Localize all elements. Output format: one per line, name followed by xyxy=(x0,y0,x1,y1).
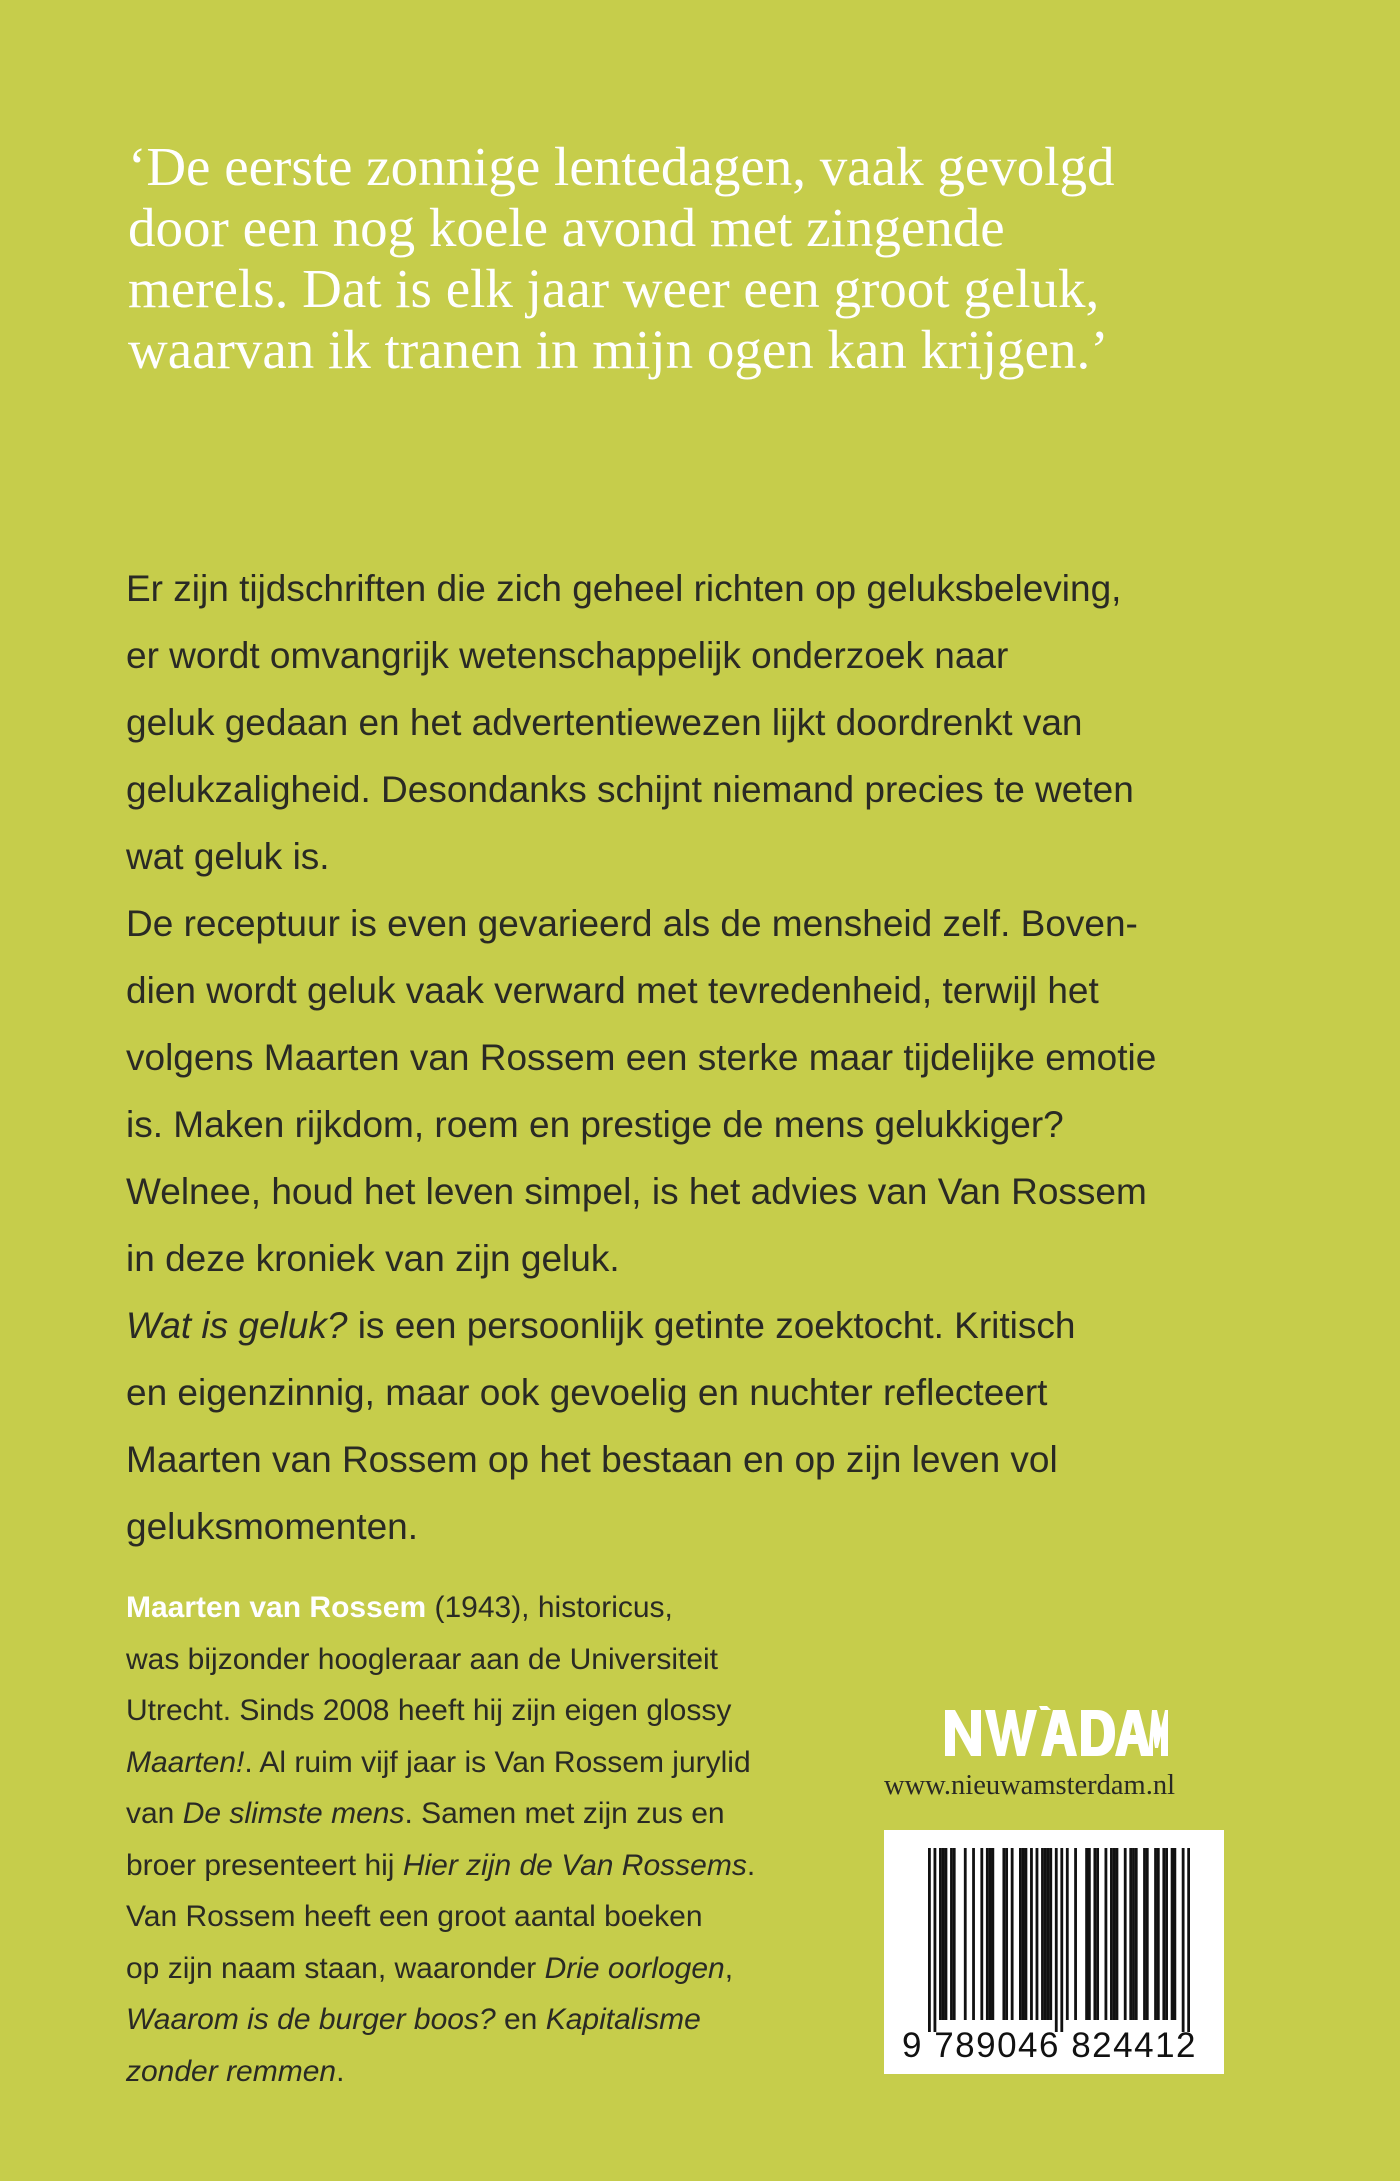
barcode-bar xyxy=(950,1848,953,2020)
barcode-bar xyxy=(972,1848,975,2020)
barcode-bar xyxy=(964,1848,967,2020)
blurb-line: wat geluk is. xyxy=(126,836,330,877)
tv-show-title: De slimste mens xyxy=(182,1797,405,1830)
barcode-bar xyxy=(991,1848,994,2020)
barcode-bars xyxy=(928,1848,1190,2032)
author-name: Maarten van Rossem xyxy=(126,1591,427,1624)
barcode-bar xyxy=(1025,1848,1028,2020)
barcode-bar xyxy=(1055,1848,1058,2032)
tv-show-title: Hier zijn de Van Rossems xyxy=(402,1848,747,1882)
barcode-bar xyxy=(1105,1848,1108,2020)
barcode-bar xyxy=(1154,1848,1157,2020)
blurb-line: in deze kroniek van zijn geluk. xyxy=(126,1238,620,1279)
barcode-bar xyxy=(1019,1848,1022,2020)
bio-text: broer presenteert hij xyxy=(126,1848,403,1882)
barcode-bar xyxy=(980,1848,983,2020)
blurb-line: er wordt omvangrijk wetenschappelijk onderzoek naar xyxy=(126,635,1009,676)
barcode-bar xyxy=(1096,1848,1099,2020)
blurb-line: De receptuur is even gevarieerd als de mensheid zelf. Boven- xyxy=(126,903,1138,944)
bio-line xyxy=(126,1840,906,1892)
barcode-bar xyxy=(928,1848,931,2032)
book-title: Kapitalisme xyxy=(545,2003,701,2036)
barcode-bar xyxy=(1171,1848,1174,2020)
barcode-bar xyxy=(1030,1848,1033,2020)
bio-line xyxy=(126,1994,906,2046)
barcode-bar xyxy=(1041,1848,1044,2020)
barcode-bar xyxy=(1085,1848,1088,2020)
blurb-line: Maarten van Rossem op het bestaan en op zijn leven vol xyxy=(126,1439,1058,1480)
barcode-bar xyxy=(1146,1848,1149,2020)
blurb-text: is een persoonlijk getinte zoektocht. Kritisch xyxy=(347,1305,1076,1346)
bio-text: en xyxy=(495,2003,546,2036)
barcode-bar xyxy=(1165,1848,1168,2020)
back-cover-quote xyxy=(128,136,1308,380)
barcode-bar xyxy=(1113,1848,1116,2020)
book-title: zonder remmen xyxy=(126,2054,337,2088)
barcode-bar xyxy=(1162,1848,1165,2020)
blurb xyxy=(126,555,1276,1560)
barcode-bar xyxy=(1143,1848,1146,2020)
bio-text: van xyxy=(126,1797,183,1830)
barcode-bar xyxy=(945,1848,948,2020)
author-bio xyxy=(126,1582,906,2097)
barcode-bar xyxy=(1049,1848,1052,2020)
barcode-bar xyxy=(942,1848,945,2020)
bio-line: Utrecht. Sinds 2008 heeft hij zijn eigen glossy xyxy=(126,1694,732,1727)
barcode-bar xyxy=(1132,1848,1135,2020)
bio-text: op zijn naam staan, waaronder xyxy=(126,1951,545,1985)
barcode-bar xyxy=(1124,1848,1127,2020)
bio-line: was bijzonder hoogleraar aan de Universiteit xyxy=(126,1642,719,1676)
barcode-bar xyxy=(1060,1848,1063,2032)
book-title: Drie oorlogen xyxy=(544,1951,725,1985)
barcode-bar xyxy=(1110,1848,1113,2020)
blurb-line: dien wordt geluk vaak verward met tevredenheid, terwijl het xyxy=(126,970,1099,1011)
barcode-bar xyxy=(1135,1848,1138,2020)
bio-line xyxy=(126,1737,906,1789)
barcode-bar xyxy=(1011,1848,1014,2020)
magazine-title: Maarten! xyxy=(126,1745,245,1779)
barcode-bar xyxy=(953,1848,956,2020)
bio-text: , xyxy=(724,1951,734,1985)
barcode-bar xyxy=(1047,1848,1050,2020)
bio-line: Van Rossem heeft een groot aantal boeken xyxy=(126,1900,703,1933)
bio-text: (1943), historicus, xyxy=(426,1591,673,1624)
barcode-bar xyxy=(939,1848,942,2020)
barcode-bar xyxy=(989,1848,992,2020)
blurb-line xyxy=(126,1292,1276,1359)
bio-text: . Samen met zijn zus en xyxy=(404,1797,725,1830)
barcode-bar xyxy=(1182,1848,1185,2032)
barcode-bar xyxy=(1173,1848,1176,2020)
bio-text: . Al ruim vijf jaar is Van Rossem jurylid xyxy=(244,1745,751,1779)
blurb-line: geluksmomenten. xyxy=(126,1506,419,1547)
publisher-logo xyxy=(943,1706,1168,1758)
isbn-number: 9 789046 824412 xyxy=(902,2026,1197,2065)
barcode-bar xyxy=(1074,1848,1077,2020)
blurb-line: en eigenzinnig, maar ook gevoelig en nuchter reflecteert xyxy=(126,1372,1048,1413)
barcode-bar xyxy=(1066,1848,1069,2020)
blurb-line: Er zijn tijdschriften die zich geheel richten op geluksbeleving, xyxy=(126,568,1122,609)
barcode-bar xyxy=(1116,1848,1119,2020)
barcode-bar xyxy=(1088,1848,1091,2020)
blurb-line: is. Maken rijkdom, roem en prestige de mens gelukkiger? xyxy=(126,1104,1064,1145)
barcode-bar xyxy=(1129,1848,1132,2020)
barcode-bar xyxy=(934,1848,937,2032)
barcode-bar xyxy=(1005,1848,1008,2020)
bio-text: . xyxy=(746,1848,756,1882)
barcode-bar xyxy=(1044,1848,1047,2020)
book-title: Wat is geluk? xyxy=(126,1305,348,1346)
book-title: Waarom is de burger boos? xyxy=(126,2003,496,2036)
bio-text: . xyxy=(336,2054,345,2088)
quote-line: waarvan ik tranen in mijn ogen kan krijgen.’ xyxy=(128,319,1109,380)
blurb-line: volgens Maarten van Rossem een sterke maar tijdelijke emotie xyxy=(126,1037,1157,1078)
isbn-barcode xyxy=(884,1830,1224,2074)
barcode-bar xyxy=(1002,1848,1005,2020)
bio-line xyxy=(126,1582,906,1634)
quote-line: merels. Dat is elk jaar weer een groot geluk, xyxy=(128,258,1100,319)
quote-line: ‘De eerste zonnige lentedagen, vaak gevolgd xyxy=(128,136,1115,197)
bio-line xyxy=(126,1943,906,1995)
barcode-bar xyxy=(986,1848,989,2020)
bio-line xyxy=(126,1788,906,1840)
bio-line xyxy=(126,2046,906,2098)
barcode-bar xyxy=(1022,1848,1025,2020)
blurb-line: Welnee, houd het leven simpel, is het advies van Van Rossem xyxy=(126,1171,1147,1212)
barcode-bar xyxy=(1187,1848,1190,2032)
publisher-website: www.nieuwamsterdam.nl xyxy=(884,1770,1175,1801)
barcode-bar xyxy=(1157,1848,1160,2020)
barcode-bar xyxy=(1093,1848,1096,2020)
barcode-bar xyxy=(1036,1848,1039,2020)
quote-line: door een nog koele avond met zingende xyxy=(128,197,1005,258)
blurb-line: geluk gedaan en het advertentiewezen lijkt doordrenkt van xyxy=(126,702,1083,743)
blurb-line: gelukzaligheid. Desondanks schijnt niemand precies te weten xyxy=(126,769,1134,810)
